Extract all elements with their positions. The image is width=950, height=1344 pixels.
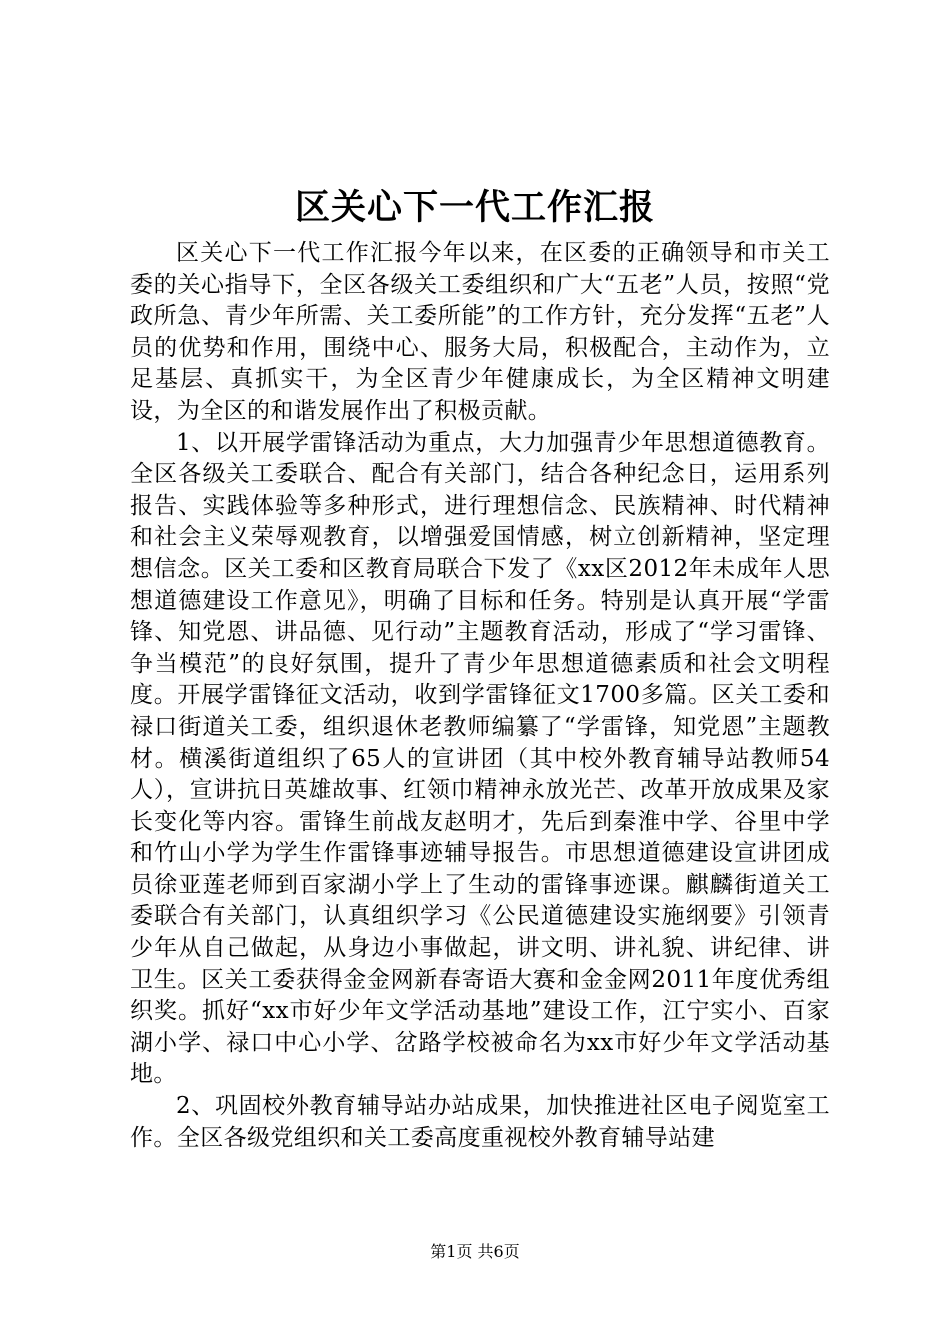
document-title: 区关心下一代工作汇报 (294, 187, 655, 228)
section-1-paragraph: 1、以开展学雷锋活动为重点，大力加强青少年思想道德教育。全区各级关工委联合、配合有关部门，结合各种纪念日，运用系列报告、实践体验等多种形式，进行理想信念、民族精神、时代精神和社会主义荣辱观教育，以增强爱国情感，树立创新精神，坚定理想信念。区关工委和区教育局联合下发了《xx区2012年未成年人思想道德建设工作意见》，明确了目标和任务。特别是认真开展“学雷锋、知党恩、讲品德、见行动”主题教育活动，形成了“学习雷锋、争当模范”的良好氛围，提升了青少年思想道德素质和社会文明程度。开展学雷锋征文活动，收到学雷锋征文1700多篇。区关工委和禄口街道关工委，组织退休老教师编纂了“学雷锋，知党恩”主题教材。横溪街道组织了65人的宣讲团（其中校外教育辅导站教师54人），宣讲抗日英雄故事、红领巾精神永放光芒、改革开放成果及家长变化等内容。雷锋生前战友赵明才，先后到秦淮中学、谷里中学和竹山小学为学生作雷锋事迹辅导报告。市思想道德建设宣讲团成员徐亚莲老师到百家湖小学上了生动的雷锋事迹课。麒麟街道关工委联合有关部门，认真组织学习《公民道德建设实施纲要》引领青少年从自己做起，从身边小事做起，讲文明、讲礼貌、讲纪律、讲卫生。区关工委获得金金网新春寄语大赛和金金网2011年度优秀组织奖。抓好“xx市好少年文学活动基地”建设工作，江宁实小、百家湖小学、禄口中心小学、岔路学校被命名为xx市好少年文学活动基地。 (130, 429, 830, 1088)
section-2-paragraph: 2、巩固校外教育辅导站办站成果，加快推进社区电子阅览室工作。全区各级党组织和关工委高度重视校外教育辅导站建 (130, 1093, 830, 1151)
intro-paragraph: 区关心下一代工作汇报今年以来，在区委的正确领导和市关工委的关心指导下，全区各级关工委组织和广大“五老”人员，按照“党政所急、青少年所需、关工委所能”的工作方针，充分发挥“五老”人员的优势和作用，围绕中心、服务大局，积极配合，主动作为，立足基层、真抓实干，为全区青少年健康成长，为全区精神文明建设，为全区的和谐发展作出了积极贡献。 (130, 240, 830, 424)
document-body (130, 238, 830, 1154)
page-number-footer: 第1页 共6页 (430, 1242, 520, 1261)
